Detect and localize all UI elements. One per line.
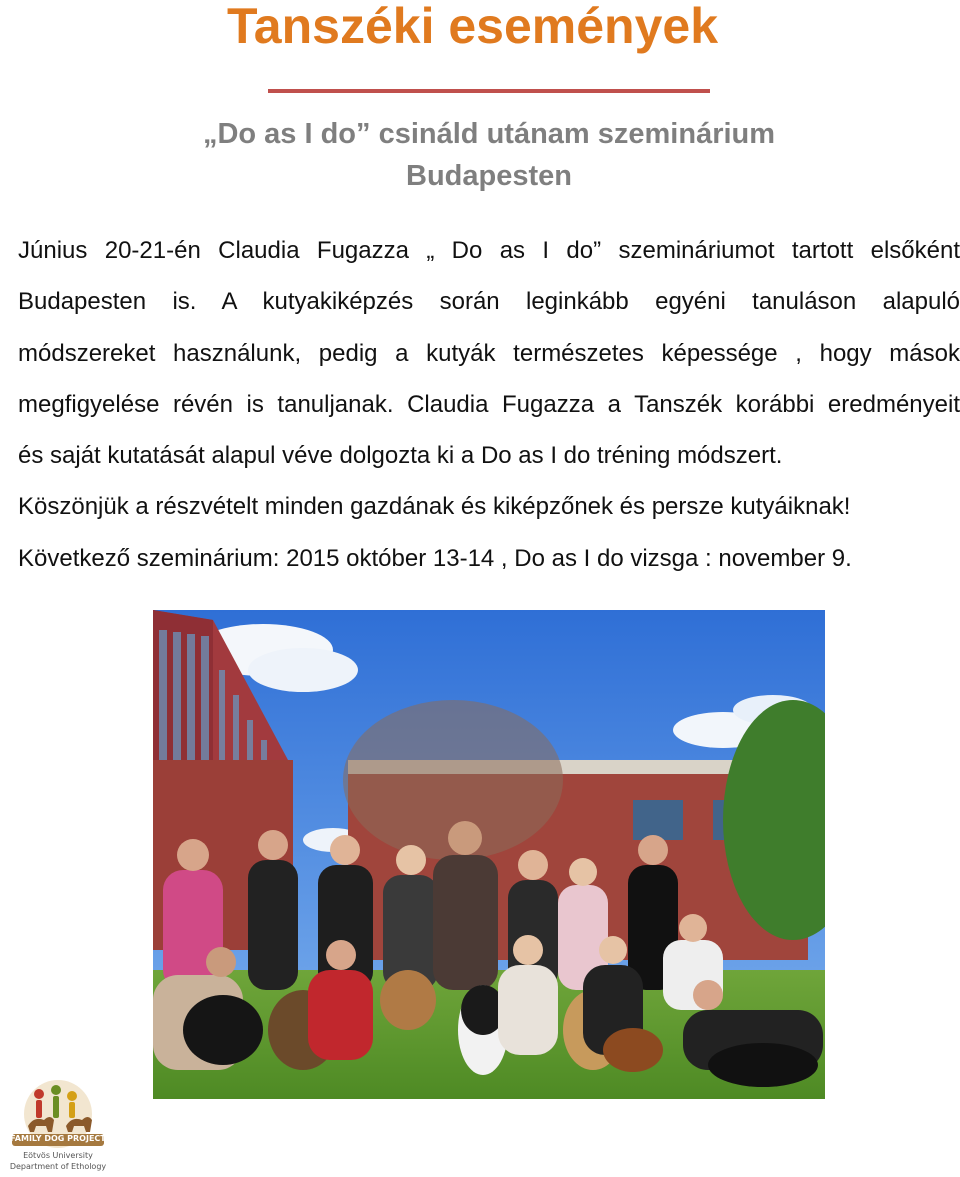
family-dog-project-logo bbox=[6, 1076, 110, 1174]
article-line-3: módszereket használunk, pedig a kutyák természetes képessége , hogy mások bbox=[18, 339, 960, 367]
page-title: Tanszéki események bbox=[226, 0, 719, 54]
subtitle bbox=[0, 113, 960, 197]
article-line-6: Köszönjük a részvételt minden gazdának és kiképzőnek és persze kutyáiknak! bbox=[18, 493, 851, 521]
article-line-2: Budapesten is. A kutyakiképzés során leginkább egyéni tanuláson alapuló bbox=[18, 288, 960, 316]
logo-name: FAMILY DOG PROJECT bbox=[10, 1134, 106, 1143]
article-line-5: és saját kutatását alapul véve dolgozta ki a Do as I do tréning módszert. bbox=[18, 442, 783, 470]
article-line-4: megfigyelése révén is tanuljanak. Claudia Fugazza a Tanszék korábbi eredményeit bbox=[18, 390, 960, 418]
article-line-7: Következő szeminárium: 2015 október 13-14 , Do as I do vizsga : november 9. bbox=[18, 544, 852, 572]
logo-university: Eötvös University bbox=[23, 1151, 93, 1160]
group-photo bbox=[153, 610, 825, 1099]
title-divider bbox=[268, 89, 710, 93]
subtitle-line-1: „Do as I do” csináld utánam szeminárium bbox=[202, 118, 776, 150]
article-body bbox=[18, 225, 960, 584]
subtitle-line-2: Budapesten bbox=[406, 160, 572, 192]
article-line-1: Június 20-21-én Claudia Fugazza „ Do as I do” szemináriumot tartott elsőként bbox=[18, 237, 960, 264]
logo-department: Department of Ethology bbox=[9, 1162, 107, 1171]
